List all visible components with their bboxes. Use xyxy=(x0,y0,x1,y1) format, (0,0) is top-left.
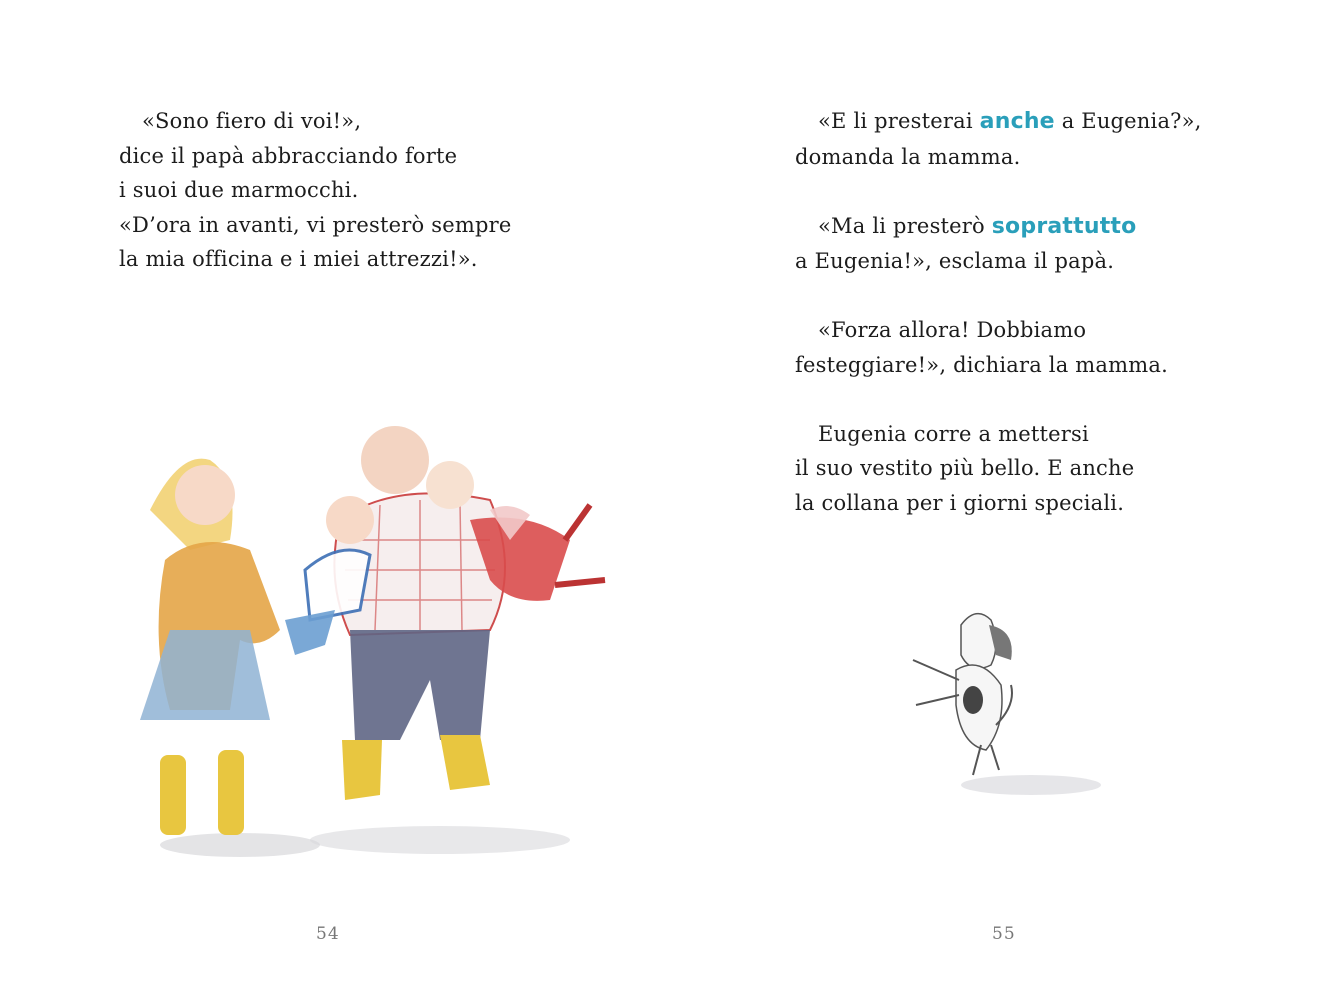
text-line xyxy=(795,209,1202,245)
text-line: a Eugenia!», esclama il papà. xyxy=(795,249,1115,273)
text-line: il suo vestito più bello. E anche xyxy=(795,456,1135,480)
text-line: «Forza allora! Dobbiamo xyxy=(818,318,1087,342)
right-page xyxy=(666,0,1332,1000)
left-page-text xyxy=(119,104,511,277)
page-number: 55 xyxy=(992,924,1016,944)
family-hug-illustration xyxy=(110,390,630,870)
text-line: «Sono fiero di voi!», xyxy=(142,109,362,133)
text-line: «D’ora in avanti, vi presterò sempre xyxy=(119,212,512,237)
text-line: la mia officina e i miei attrezzi!». xyxy=(119,247,478,271)
text-line: dice il papà abbracciando forte xyxy=(119,143,458,168)
text-line: i suoi due marmocchi. xyxy=(119,178,359,202)
text-line: domanda la mamma. xyxy=(795,144,1021,169)
paragraph xyxy=(795,313,1202,382)
text-segment: a Eugenia?», xyxy=(1054,109,1202,133)
text-line xyxy=(795,104,1202,140)
paragraph xyxy=(795,104,1202,174)
text-line: Eugenia corre a mettersi xyxy=(818,421,1089,446)
highlighted-word: anche xyxy=(979,109,1055,134)
text-segment: «Ma li presterò xyxy=(818,213,992,238)
dancing-dog-illustration xyxy=(901,585,1101,825)
page-number: 54 xyxy=(316,924,340,944)
paragraph xyxy=(795,417,1202,521)
text-segment: «E li presterai xyxy=(818,109,980,133)
left-page xyxy=(0,0,666,1000)
paragraph xyxy=(119,104,511,277)
paragraph xyxy=(795,209,1202,279)
right-page-text xyxy=(795,104,1202,520)
highlighted-word: soprattutto xyxy=(991,213,1137,239)
text-line: festeggiare!», dichiara la mamma. xyxy=(795,352,1168,377)
text-line: la collana per i giorni speciali. xyxy=(795,490,1125,515)
